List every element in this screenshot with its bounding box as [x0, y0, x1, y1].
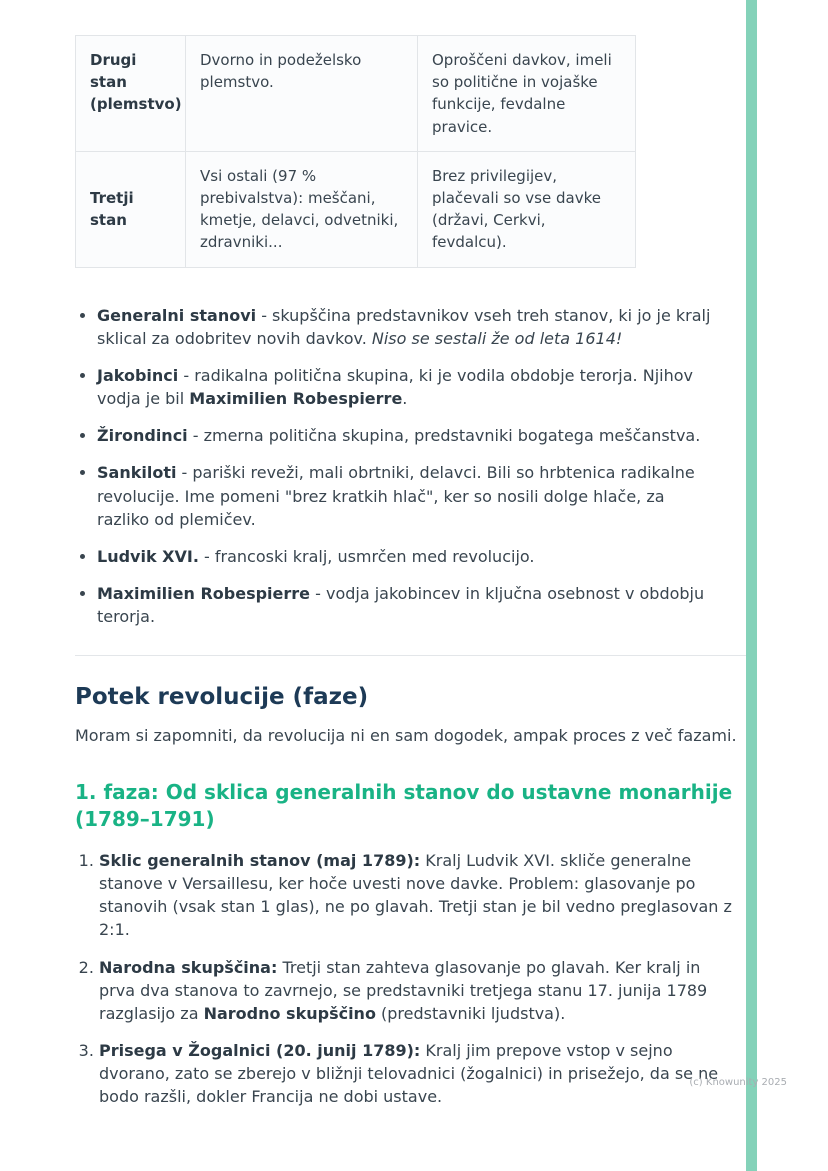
definition-text: - pariški reveži, mali obrtniki, delavci. Bili so hrbtenica radikalne revolucije. Ime pomeni "brez kratkih hlač", ker so nosili dolge hlače, za razliko od plemičev.	[97, 463, 695, 529]
step-text: Tretji stan zahteva glasovanje po glavah. Ker kralj in prva dva stanova to zavrnejo, se predstavniki tretjega stanu 17. junija 1789 razglasijo za	[99, 957, 708, 1023]
document-content	[75, 0, 755, 1123]
term-label: Generalni stanovi	[97, 305, 257, 325]
note-italic: Niso se sestali že od leta 1614!	[371, 328, 623, 348]
section-title: Potek revolucije (faze)	[75, 683, 369, 710]
table-row	[76, 36, 636, 152]
definition-text: - skupščina predstavnikov vseh treh stanov, ki jo je kralj sklical za odobritev novih davkov.	[97, 305, 711, 348]
step-emphasis: Narodno skupščino	[203, 1003, 376, 1023]
term-label: Jakobinci	[97, 365, 179, 385]
estate-privileges-cell: Brez privilegijev, plačevali so vse davke (državi, Cerkvi, fevdalcu).	[418, 151, 636, 267]
section-divider	[75, 655, 753, 656]
estate-privileges-cell: Oproščeni davkov, imeli so politične in vojaške funkcije, fevdalne pravice.	[418, 36, 636, 152]
section-intro: Moram si zapomniti, da revolucija ni en sam dogodek, ampak proces z več fazami.	[75, 725, 737, 745]
step-item	[99, 849, 733, 942]
list-item	[97, 461, 719, 531]
step-item	[99, 956, 733, 1026]
list-item	[97, 424, 719, 447]
table-row	[76, 151, 636, 267]
estate-name-cell: Drugi stan (plemstvo)	[76, 36, 186, 152]
definition-text: - radikalna politična skupina, ki je vodila obdobje terorja. Njihov vodja je bil	[97, 365, 693, 409]
step-item	[99, 1039, 733, 1109]
step-text: Kralj jim prepove vstop v sejno dvorano, zato se zberejo v bližnji telovadnici (žogalnici) in prisežejo, da se ne bodo razšli, dokler Francija ne dobi ustave.	[99, 1041, 719, 1107]
step-title: Prisega v Žogalnici (20. junij 1789):	[99, 1041, 421, 1061]
phase-steps-list	[75, 849, 755, 1109]
estate-description-cell: Vsi ostali (97 % prebivalstva): meščani, kmetje, delavci, odvetniki, zdravniki...	[186, 151, 418, 267]
term-label: Sankiloti	[97, 463, 177, 483]
term-label: Maximilien Robespierre	[97, 584, 311, 604]
step-text: (predstavniki ljudstva).	[375, 1003, 566, 1023]
list-item	[97, 582, 719, 628]
estates-table	[75, 35, 636, 268]
step-text: Kralj Ludvik XVI. skliče generalne stanove v Versaillesu, ker hoče uvesti nove davke. Problem: glasovanje po stanovih (vsak stan 1 glas), ne po glavah. Tretji stan je bil vedno preglasovan z 2:1.	[99, 850, 732, 940]
step-title: Narodna skupščina:	[99, 957, 278, 977]
definition-text: - zmerna politična skupina, predstavniki bogatega meščanstva.	[187, 426, 701, 446]
term-label: Žirondinci	[97, 426, 188, 446]
page-accent-bar	[746, 0, 757, 1171]
phase-heading: 1. faza: Od sklica generalnih stanov do ustavne monarhije (1789–1791)	[75, 779, 733, 831]
glossary-list	[75, 304, 755, 629]
term-label: Maximilien Robespierre	[189, 389, 403, 409]
list-item	[97, 364, 719, 410]
estate-name-cell: Tretji stan	[76, 151, 186, 267]
definition-text: - vodja jakobincev in ključna osebnost v obdobju terorja.	[97, 584, 705, 627]
list-item	[97, 545, 719, 568]
list-item	[97, 304, 719, 350]
definition-text: - francoski kralj, usmrčen med revolucijo.	[198, 547, 535, 566]
definition-text: .	[402, 389, 408, 409]
estate-description-cell: Dvorno in podeželsko plemstvo.	[186, 36, 418, 152]
term-label: Ludvik XVI.	[97, 547, 199, 566]
step-title: Sklic generalnih stanov (maj 1789):	[99, 850, 421, 870]
copyright-watermark: (c) Knowunity 2025	[689, 1077, 787, 1088]
